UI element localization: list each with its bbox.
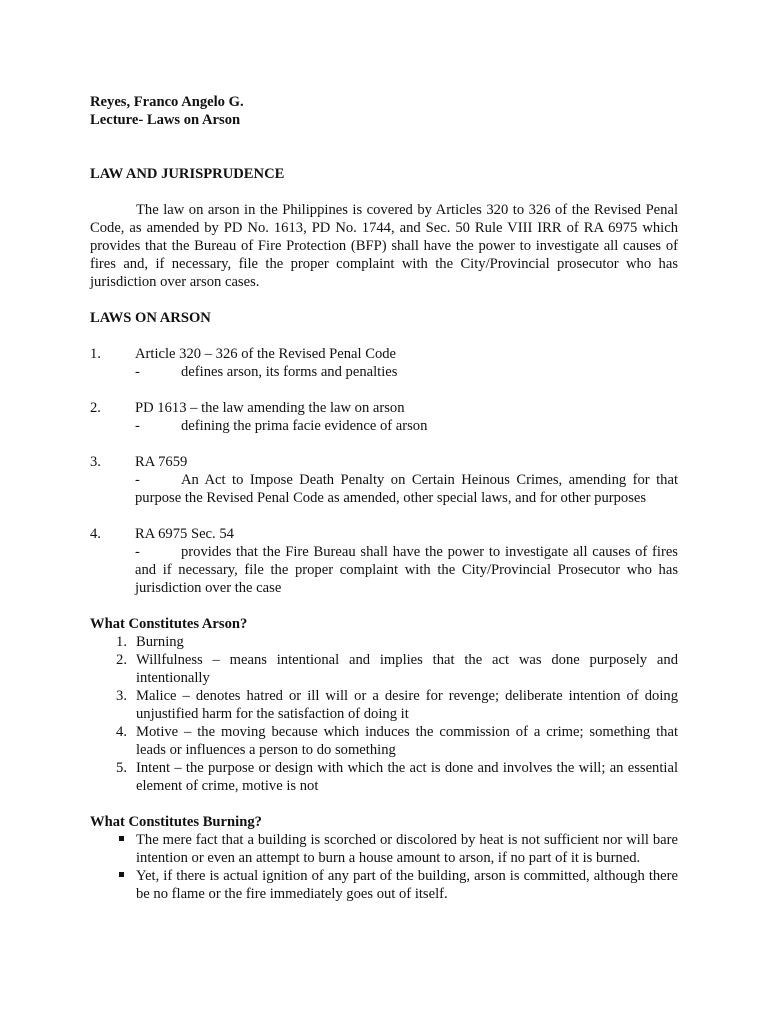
list-item [90, 399, 678, 435]
author-name: Reyes, Franco Angelo G. [90, 94, 244, 110]
list-item [90, 345, 678, 381]
list-item [90, 759, 678, 795]
section-heading: LAWS ON ARSON [90, 310, 211, 326]
arson-elements-list [90, 633, 678, 795]
list-number: 1. [90, 346, 101, 362]
list-item [90, 453, 678, 507]
list-item-text: Malice – denotes hatred or ill will or a desire for revenge; deliberate intention of doing unjustified harm for the satisfaction of doing it [136, 688, 678, 722]
body-paragraph: The law on arson in the Philippines is covered by Articles 320 to 326 of the Revised Penal Code, as amended by PD No. 1613, PD No. 1744, and Sec. 50 Rule VIII IRR of RA 6975 which provides that the Bureau of Fire Protection (BFP) shall have the power to investigate all causes of fires and, if necessary, file the proper complaint with the City/Provincial prosecutor who has jurisdiction over arson cases. [90, 202, 678, 290]
list-item [90, 525, 678, 597]
section-heading: What Constitutes Arson? [90, 616, 248, 632]
lecture-title: Lecture- Laws on Arson [90, 112, 241, 128]
list-number: 1. [116, 634, 127, 650]
section-laws-on-arson [90, 309, 678, 597]
dash-marker: - [135, 544, 140, 560]
list-number: 3. [116, 688, 127, 704]
section-heading: What Constitutes Burning? [90, 814, 262, 830]
list-item-text: Intent – the purpose or design with which the act is done and involves the will; an essential element of crime, motive is not [136, 760, 678, 794]
section-what-constitutes-arson [90, 615, 678, 795]
list-item [90, 831, 678, 867]
bullet-text: Yet, if there is actual ignition of any part of the building, arson is committed, although there be no flame or the fire immediately goes out of itself. [136, 868, 678, 902]
bullet-text: The mere fact that a building is scorched or discolored by heat is not sufficient nor will bare intention or even an attempt to burn a house amount to arson, if no part of it is burned. [136, 832, 678, 866]
list-item [90, 651, 678, 687]
law-title: Article 320 – 326 of the Revised Penal Code [135, 346, 397, 362]
document-header [90, 93, 678, 129]
list-item [90, 633, 678, 651]
list-number: 2. [90, 400, 101, 416]
list-item [90, 687, 678, 723]
list-number: 3. [90, 454, 101, 470]
list-number: 2. [116, 652, 127, 668]
dash-marker: - [135, 364, 140, 380]
list-number: 5. [116, 760, 127, 776]
document-page [90, 93, 678, 903]
law-title: RA 6975 Sec. 54 [135, 526, 234, 542]
list-number: 4. [116, 724, 127, 740]
section-law-and-jurisprudence [90, 165, 678, 291]
list-item [90, 723, 678, 759]
square-bullet-icon [119, 836, 124, 841]
list-item-text: Willfulness – means intentional and implies that the act was done purposely and intentionally [136, 652, 678, 686]
dash-marker: - [135, 418, 140, 434]
list-item [90, 867, 678, 903]
law-description: defining the prima facie evidence of arson [181, 418, 428, 434]
burning-bullets-list [90, 831, 678, 903]
laws-list [90, 345, 678, 597]
law-description: defines arson, its forms and penalties [181, 364, 398, 380]
law-title: RA 7659 [135, 454, 188, 470]
list-item-text: Burning [136, 634, 184, 650]
law-title: PD 1613 – the law amending the law on arson [135, 400, 405, 416]
square-bullet-icon [119, 872, 124, 877]
law-description: provides that the Fire Bureau shall have the power to investigate all causes of fires and if necessary, file the proper complaint with the City/Provincial Prosecutor who has jurisdiction over the case [135, 544, 678, 596]
list-item-text: Motive – the moving because which induces the commission of a crime; something that leads or influences a person to do something [136, 724, 678, 758]
section-what-constitutes-burning [90, 813, 678, 903]
law-description: An Act to Impose Death Penalty on Certain Heinous Crimes, amending for that purpose the Revised Penal Code as amended, other special laws, and for other purposes [135, 472, 678, 506]
list-number: 4. [90, 526, 101, 542]
dash-marker: - [135, 472, 140, 488]
section-heading: LAW AND JURISPRUDENCE [90, 166, 285, 182]
